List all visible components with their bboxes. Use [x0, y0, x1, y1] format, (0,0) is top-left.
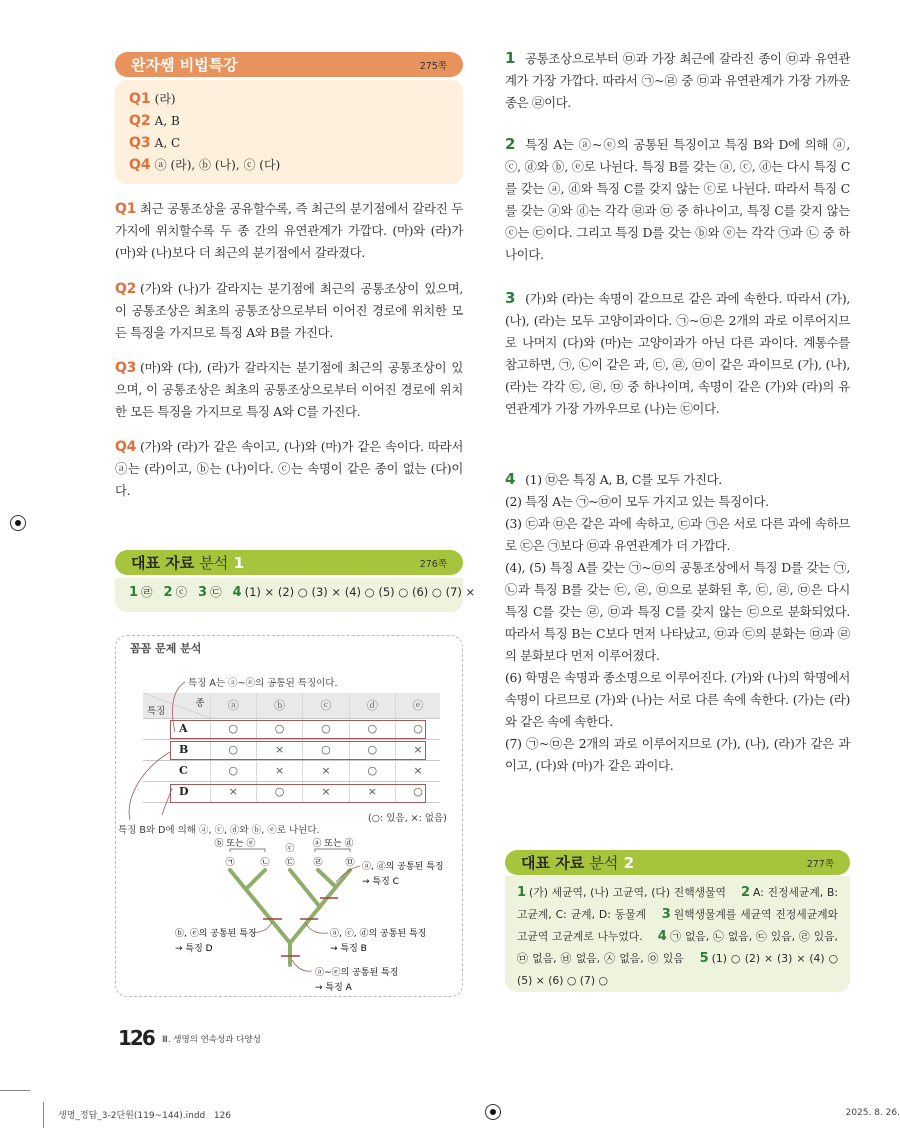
chapter-title: Ⅲ. 생명의 연속성과 다양성 [162, 1035, 261, 1045]
secret-lecture-answers [115, 80, 463, 184]
registration-mark-icon [10, 515, 26, 531]
answer-4-item: (3) ㉢과 ㉤은 같은 과에 속하고, ㉢과 ㉠은 서로 다른 과에 속하므로 ㉢은 ㉠보다 ㉤과 유연관계가 더 가깝다. [505, 516, 850, 553]
phylogenetic-tree [115, 830, 463, 995]
answer-4-item: (6) 학명은 속명과 종소명으로 이루어진다. (가)와 (나)의 학명에서 속명이 다르므로 (가)와 (나)는 서로 다른 속에 속한다. (가)는 (라)와 같은 속에 속한다. [505, 670, 850, 729]
analysis2-header: 대표 자료 분석 2 277쪽 [505, 850, 850, 875]
table-row: A ○ ○ ○ ○ ○ [143, 718, 440, 739]
annotation-arrows [110, 670, 210, 830]
svg-text:→ 특징 D: → 특징 D [175, 944, 213, 954]
trait-marks [263, 898, 338, 956]
explanation-q1: Q1 최근 공통조상을 공유할수록, 즉 최근의 분기점에서 갈라진 두 가지에 위치할수록 두 종 간의 유연관계가 가깝다. (마)와 (라)가 (마)와 (나)보다 더 최근의 분기점에서 갈라졌다. [115, 201, 463, 260]
note-trait-b: ⓐ, ⓒ, ⓓ의 공통된 특징 [330, 929, 427, 939]
answer-3: 3 (가)와 (라)는 속명이 같으므로 같은 과에 속한다. 따라서 (가), (나), (라)는 모두 고양이과이다. ㉠~㉤은 2개의 과로 이루어지므로 나머지 (다)와 (마)는 고양이과가 아닌 다른 과이다. 계통수를 참고하면, ㉠, ㉡이 같은 과, ㉢, ㉣, ㉤이 같은 과이므로 (가), (나), (라)는 각각 ㉢, ㉣, ㉤ 중 하나이며, 속명이 같은 (가)와 (라)의 유연관계가 가장 가까우므로 (나)는 ㉢이다. [505, 289, 850, 416]
explanation-q3: Q3 (마)와 (다), (라)가 갈라지는 분기점에 최근의 공통조상이 있으며, 이 공통조상은 최초의 공통조상으로부터 이어진 경로에 위치한 모든 특징을 가지므로 특징 A와 C를 가진다. [115, 360, 463, 419]
note-trait-d: ⓑ, ⓔ의 공통된 특징 [175, 929, 257, 939]
table-row: C ○ × × ○ × [143, 760, 440, 781]
answer-1: 1 공통조상으로부터 ㉤과 가장 최근에 갈라진 종이 ㉤과 유연관계가 가장 가깝다. 따라서 ㉠~㉣ 중 ㉤과 유연관계가 가장 가까운 종은 ㉣이다. [505, 49, 850, 110]
svg-text:→ 특징 A: → 특징 A [315, 983, 352, 993]
table-row: D × ○ × × ○ [143, 781, 440, 802]
table-row: B ○ × ○ ○ × [143, 739, 440, 760]
group-label-mid: ⓒ [285, 844, 295, 854]
note-bottom: 특징 B와 D에 의해 ⓐ, ⓒ, ⓓ와 ⓑ, ⓔ로 나뉜다. [118, 825, 320, 836]
analysis1-title: 대표 자료 [131, 554, 195, 572]
answer-4-item: (7) ㉠~㉤은 2개의 과로 이루어지므로 (가), (나), (라)가 같은 과이고, (다)와 (마)가 같은 과이다. [505, 736, 850, 773]
analysis1-page: 276쪽 [419, 558, 447, 570]
svg-text:→ 특징 C: → 특징 C [362, 877, 399, 887]
crop-line [43, 1102, 44, 1128]
answer-2: 2 특징 A는 ⓐ~ⓔ의 공통된 특징이고 특징 B와 D에 의해 ⓐ, ⓒ, ⓓ와 ⓑ, ⓔ로 나뉜다. 특징 B를 갖는 ⓐ, ⓒ, ⓓ는 다시 특징 C를 갖는 ⓐ, ⓓ와 특징 C를 갖지 않는 ⓒ로 나뉜다. 따라서 특징 C를 갖는 ⓐ와 ⓓ는 각각 ㉣과 ㉤ 중 하나이고, 특징 C를 갖지 않는 ⓒ는 ㉢이다. 그리고 특징 D를 갖는 ⓑ와 ⓔ는 각각 ㉠과 ㉡ 중 하나이다. [505, 135, 850, 262]
answer-4-item: (2) 특징 A는 ㉠~㉤이 모두 가지고 있는 특징이다. [505, 494, 769, 509]
file-info: 생명_정답_3-2단원(119~144).indd 126 [58, 1111, 232, 1121]
problem-analysis-title: 꼼꼼 문제 분석 [130, 642, 202, 655]
legend: (○: 있음, ×: 없음) [368, 813, 447, 824]
print-date: 2025. 8. 26. [845, 1108, 900, 1118]
tip-label: ㉤ [345, 858, 355, 868]
explanation-q2: Q2 (가)와 (나)가 갈라지는 분기점에 최근의 공통조상이 있으며, 이 공통조상은 최초의 공통조상으로부터 이어진 경로에 위치한 모든 특징을 가지므로 특징 A와 B를 가진다. [115, 281, 463, 340]
explanation-q4: Q4 (가)와 (라)가 같은 속이고, (나)와 (마)가 같은 속이다. 따라서 ⓐ는 (라)이고, ⓑ는 (나)이다. ⓒ는 속명이 같은 종이 없는 (다)이다. [115, 439, 463, 498]
answer-q2: Q2 A, B [129, 113, 180, 129]
group-label-left: ⓑ 또는 ⓔ [214, 839, 256, 849]
note-top: 특징 A는 ⓐ~ⓔ의 공통된 특징이다. [188, 678, 338, 689]
analysis2-answers: 1 (가) 세균역, (나) 고균역, (다) 진핵생물역 2 A: 진정세균계, B: 고균계, C: 균계, D: 동물계 3 원핵생물계를 세균역 진정세균계와 고균역 고균계로 나누었다. 4 ㉠ 없음, ㉡ 없음, ㉢ 있음, ㉣ 있음, ㉤ 없음, ㉥ 없음, ㉦ 없음, ㉧ 있음 5 (1) ○ (2) × (3) × (4) ○ (5) × (6) ○ (7) ○ [505, 876, 850, 992]
tip-label: ㉡ [260, 858, 270, 868]
answer-q3: Q3 A, C [129, 135, 181, 151]
analysis2-title: 대표 자료 [521, 854, 585, 872]
analysis1-header: 대표 자료 분석 1 276쪽 [115, 550, 463, 575]
secret-lecture-title: 완자쌤 비법특강 [131, 56, 238, 74]
registration-mark-icon [485, 1104, 501, 1120]
answer-4-item: (4), (5) 특징 A를 갖는 ㉠~㉤의 공통조상에서 특징 D를 갖는 ㉠, ㉡과 특징 B를 갖는 ㉢, ㉣, ㉤으로 분화된 후, ㉢, ㉣, ㉤은 다시 특징 C를 갖는 ㉣, ㉤과 특징 C를 갖지 않는 ㉢으로 분화되었다. 따라서 특징 B는 C보다 먼저 나타났고, ㉤과 ㉢의 분화는 ㉤과 ㉣의 분화보다 먼저 이루어졌다. [505, 560, 850, 663]
group-label-right: ⓐ 또는 ⓓ [312, 839, 354, 849]
analysis1-answers: 1 ㉣ 2 ⓒ 3 ㉢ 4 (1) × (2) ○ (3) × (4) ○ (5) ○ (6) ○ (7) × [115, 578, 463, 612]
answer-4: 4 (1) ㉤은 특징 A, B, C를 모두 가진다. (2) 특징 A는 ㉠~㉤이 모두 가지고 있는 특징이다. (3) ㉢과 ㉤은 같은 과에 속하고, ㉢과 ㉠은 서로 다른 과에 속하므로 ㉢은 ㉠보다 ㉤과 유연관계가 더 가깝다. (4), (5) 특징 A를 갖는 ㉠~㉤의 공통조상에서 특징 D를 갖는 ㉠, ㉡과 특징 B를 갖는 ㉢, ㉣, ㉤으로 분화된 후, ㉢, ㉣, ㉤은 다시 특징 C를 갖는 ㉣, ㉤과 특징 C를 갖지 않는 ㉢으로 분화되었다. 따라서 특징 B는 C보다 먼저 나타났고, ㉤과 ㉢의 분화는 ㉤과 ㉣의 분화보다 먼저 이루어졌다. (6) 학명은 속명과 종소명으로 이루어진다. (가)와 (나)의 학명에서 속명이 다르므로 (가)와 (나)는 서로 다른 속에 속한다. (가)는 (라)와 같은 속에 속한다. (7) ㉠~㉤은 2개의 과로 이루어지므로 (가), (나), (라)가 같은 과이고, (다)와 (마)가 같은 과이다. [505, 468, 850, 777]
answer-q1: Q1 (라) [129, 91, 176, 107]
crop-line [0, 1090, 30, 1091]
table-header-row: 특징 종 ⓐ ⓑ ⓒ ⓓ ⓔ [143, 693, 440, 718]
answer-q4: Q4 ⓐ (라), ⓑ (나), ⓒ (다) [129, 157, 281, 173]
secret-lecture-page: 275쪽 [419, 60, 447, 72]
tip-label: ㉠ [225, 858, 235, 868]
secret-lecture-header [115, 52, 463, 77]
svg-text:→ 특징 B: → 특징 B [330, 944, 367, 954]
page-number: 126 [118, 1026, 154, 1050]
analysis2-page: 277쪽 [806, 858, 834, 870]
note-trait-a: ⓐ~ⓔ의 공통된 특징 [315, 968, 399, 978]
tip-label: ㉣ [313, 858, 323, 868]
note-trait-c: ⓐ, ⓓ의 공통된 특징 [362, 862, 444, 872]
tip-label: ㉢ [285, 858, 295, 868]
